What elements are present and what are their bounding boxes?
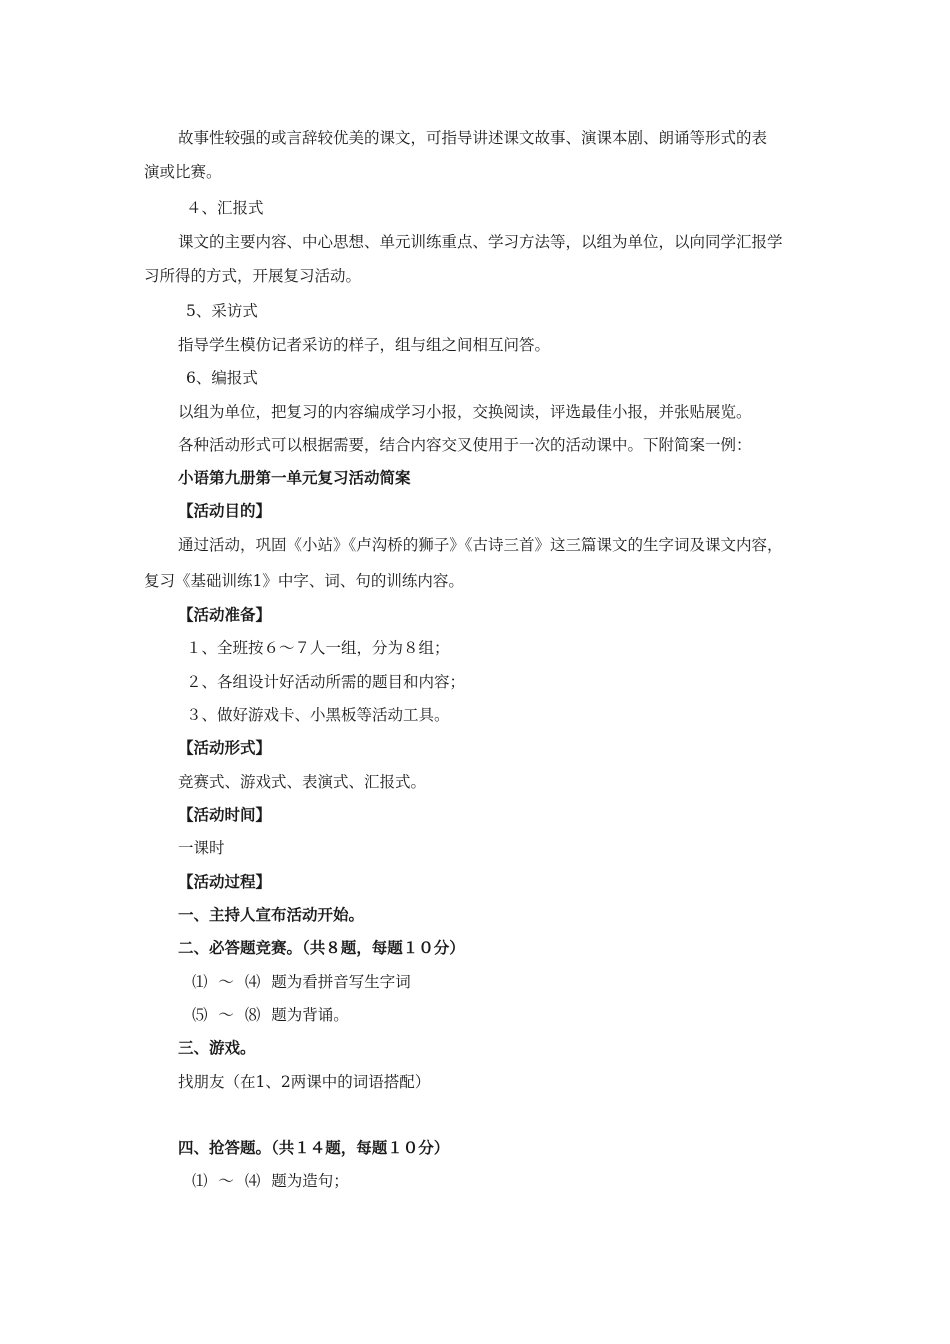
list-item: ⑴ ～ ⑷ 题为造句； <box>192 1172 349 1190</box>
section-heading: 6、编报式 <box>186 369 258 387</box>
section-heading: 【活动过程】 <box>178 872 272 891</box>
section-heading: 【活动准备】 <box>178 605 272 624</box>
plan-title: 小语第九册第一单元复习活动简案 <box>178 468 411 487</box>
text-line: 故事性较强的或言辞较优美的课文，可指导讲述课文故事、演课本剧、朗诵等形式的表 <box>178 129 768 147</box>
list-item: ３、做好游戏卡、小黑板等活动工具。 <box>186 706 450 724</box>
list-item: ⑴ ～ ⑷ 题为看拼音写生字词 <box>192 973 411 991</box>
step-heading: 一、主持人宣布活动开始。 <box>178 905 365 924</box>
text-line: 竞赛式、游戏式、表演式、汇报式。 <box>178 773 427 791</box>
text-line: 一课时 <box>178 839 225 857</box>
list-item: ⑸ ～ ⑻ 题为背诵。 <box>192 1006 349 1024</box>
step-heading: 三、游戏。 <box>178 1038 256 1057</box>
text-line: 指导学生模仿记者采访的样子，组与组之间相互问答。 <box>178 336 551 354</box>
section-heading: 【活动形式】 <box>178 738 272 757</box>
text-line: 习所得的方式，开展复习活动。 <box>144 267 362 285</box>
section-heading: 【活动目的】 <box>178 501 272 520</box>
section-heading: ４、汇报式 <box>186 199 264 217</box>
text-line: 找朋友（在1、2两课中的词语搭配） <box>178 1073 431 1091</box>
text-line: 通过活动，巩固《小站》《卢沟桥的狮子》《古诗三首》这三篇课文的生字词及课文内容， <box>178 536 783 554</box>
section-heading: 【活动时间】 <box>178 805 272 824</box>
text-line: 演或比赛。 <box>144 163 222 181</box>
text-line: 复习《基础训练1》中字、词、句的训练内容。 <box>144 572 464 590</box>
text-line: 以组为单位，把复习的内容编成学习小报，交换阅读，评选最佳小报，并张贴展览。 <box>178 403 752 421</box>
section-heading: 5、采访式 <box>186 302 258 320</box>
list-item: １、全班按６～７人一组，分为８组； <box>186 639 450 657</box>
step-heading: 二、必答题竞赛。（共８题，每题１０分） <box>178 938 465 957</box>
text-line: 各种活动形式可以根据需要，结合内容交叉使用于一次的活动课中。下附简案一例： <box>178 436 752 454</box>
text-line: 课文的主要内容、中心思想、单元训练重点、学习方法等，以组为单位，以向同学汇报学 <box>178 233 783 251</box>
list-item: ２、各组设计好活动所需的题目和内容； <box>186 673 466 691</box>
step-heading: 四、抢答题。（共１４题，每题１０分） <box>178 1138 450 1157</box>
